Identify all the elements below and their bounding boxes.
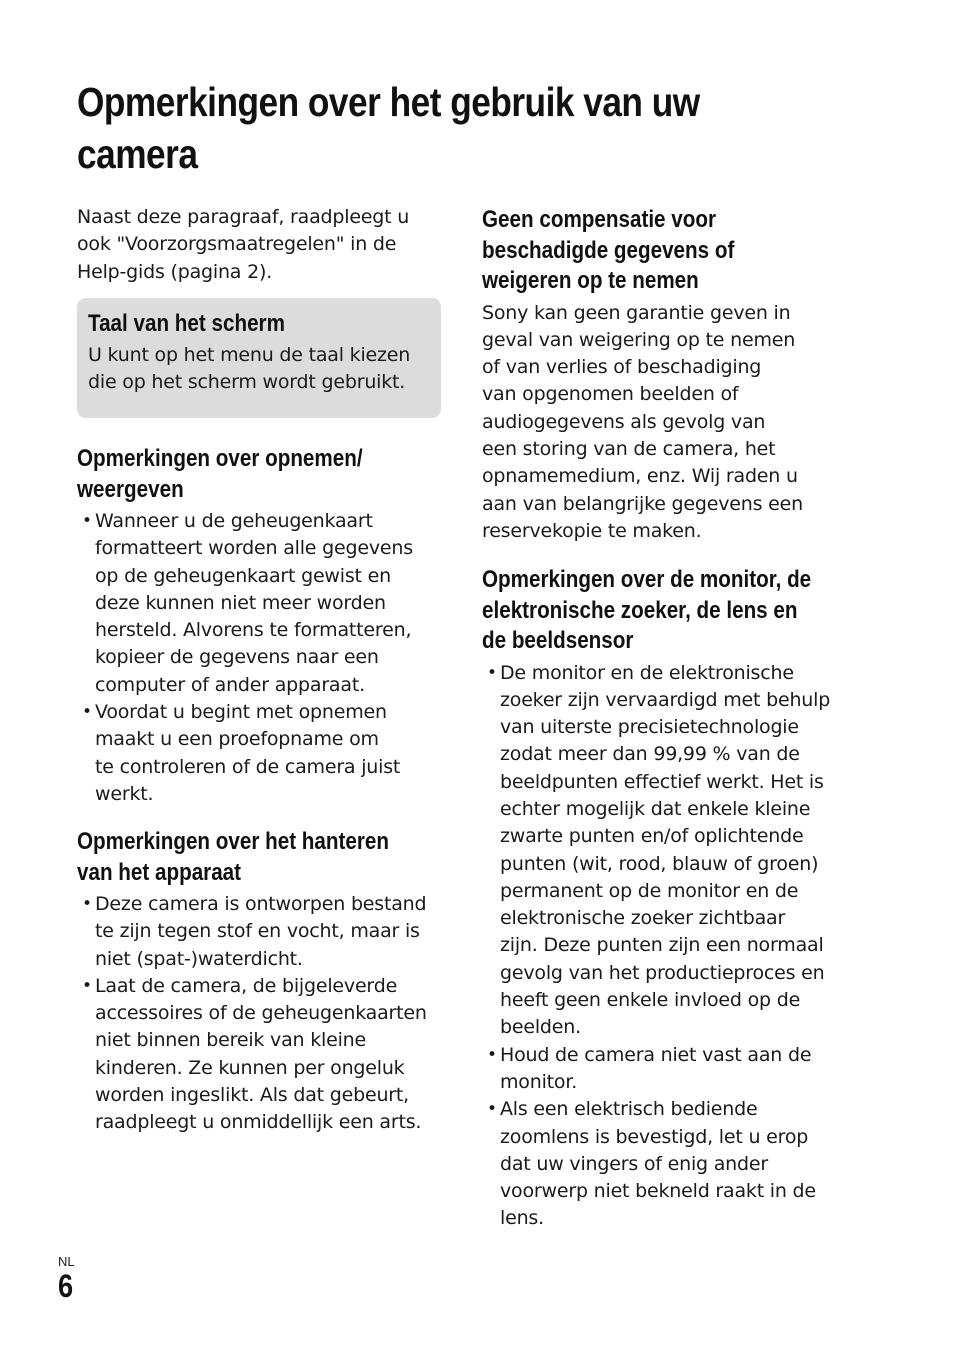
list-item-text: Wanneer u de geheugenkaart formatteert worden alle gegevens op de geheugenkaart gewist en deze kunnen niet meer worden hersteld. Alvorens te formatteren, kopieer de gegevens naar een computer of ander apparaat. xyxy=(95,510,413,696)
section-recording-list xyxy=(77,508,447,808)
section-monitor xyxy=(482,565,847,1233)
bullet-icon: • xyxy=(82,511,92,531)
bullet-icon: • xyxy=(82,702,92,723)
list-item xyxy=(77,699,447,808)
section-compensation-body: Sony kan geen garantie geven in geval van weigering op te nemen of van verlies of beschadiging van opgenomen beelden of audiogegevens als gevolg van een storing van de camera, het opnamemedium, enz. Wij raden u aan van belangrijke gegevens een reservekopie te maken. xyxy=(482,301,803,542)
list-item-text: Als een elektrisch bediende zoomlens is bevestigd, let u erop dat uw vingers of enig ander voorwerp niet bekneld raakt in de lens. xyxy=(500,1098,816,1230)
page-number: 6 xyxy=(58,1268,74,1304)
list-item xyxy=(77,508,447,699)
section-recording-heading: Opmerkingen over opnemen/ weergeven xyxy=(77,445,363,503)
section-handling-list xyxy=(77,891,447,1137)
list-item-text: De monitor en de elektronische zoeker zijn vervaardigd met behulp van uiterste precisietechnologie zodat meer dan 99,99 % van de beeldpunten effectief werkt. Het is echter mogelijk dat enkele kleine zwarte punten en/of oplichtende punten (wit, rood, blauw of groen) permanent op de monitor en de elektronische zoeker zichtbaar zijn. Deze punten zijn een normaal gevolg van het productieproces en heeft geen enkele invloed op de beelden. xyxy=(500,661,831,1039)
list-item xyxy=(482,660,847,1042)
section-handling-heading: Opmerkingen over het hanteren van het apparaat xyxy=(77,828,389,886)
note-box-body: U kunt op het menu de taal kiezen die op het scherm wordt gebruikt. xyxy=(88,344,411,394)
list-item xyxy=(482,1096,847,1232)
list-item-text: Deze camera is ontworpen bestand te zijn tegen stof en vocht, maar is niet (spat-)waterdicht. xyxy=(95,893,427,970)
intro-paragraph: Naast deze paragraaf, raadpleegt u ook "Voorzorgsmaatregelen" in de Help-gids (pagina 2). xyxy=(77,206,410,283)
section-handling xyxy=(77,827,447,1137)
bullet-icon: • xyxy=(487,1099,497,1120)
page-title: Opmerkingen over het gebruik van uw camera xyxy=(77,79,700,177)
list-item xyxy=(482,1042,847,1097)
bullet-icon: • xyxy=(487,1044,497,1065)
list-item-text: Voordat u begint met opnemen maakt u een proefopname om te controleren of de camera juist werkt. xyxy=(95,701,401,805)
section-compensation xyxy=(482,205,847,545)
list-item-text: Houd de camera niet vast aan de monitor. xyxy=(500,1043,812,1093)
section-recording xyxy=(77,444,447,808)
list-item-text: Laat de camera, de bijgeleverde accessoires of de geheugenkaarten niet binnen bereik van kleine kinderen. Ze kunnen per ongeluk worden ingeslikt. Als dat gebeurt, raadpleegt u onmiddellijk een arts. xyxy=(95,974,427,1134)
bullet-icon: • xyxy=(82,894,92,914)
list-item xyxy=(77,973,447,1137)
section-monitor-list xyxy=(482,660,847,1233)
section-monitor-heading: Opmerkingen over de monitor, de elektronische zoeker, de lens en de beeldsensor xyxy=(482,566,812,654)
section-compensation-heading: Geen compensatie voor beschadigde gegevens of weigeren op te nemen xyxy=(482,206,735,294)
bullet-icon: • xyxy=(82,975,92,996)
list-item xyxy=(77,891,447,973)
bullet-icon: • xyxy=(487,662,497,683)
note-box-heading: Taal van het scherm xyxy=(88,310,285,337)
footer-language-code: NL xyxy=(58,1254,75,1269)
language-note-box xyxy=(77,298,441,418)
